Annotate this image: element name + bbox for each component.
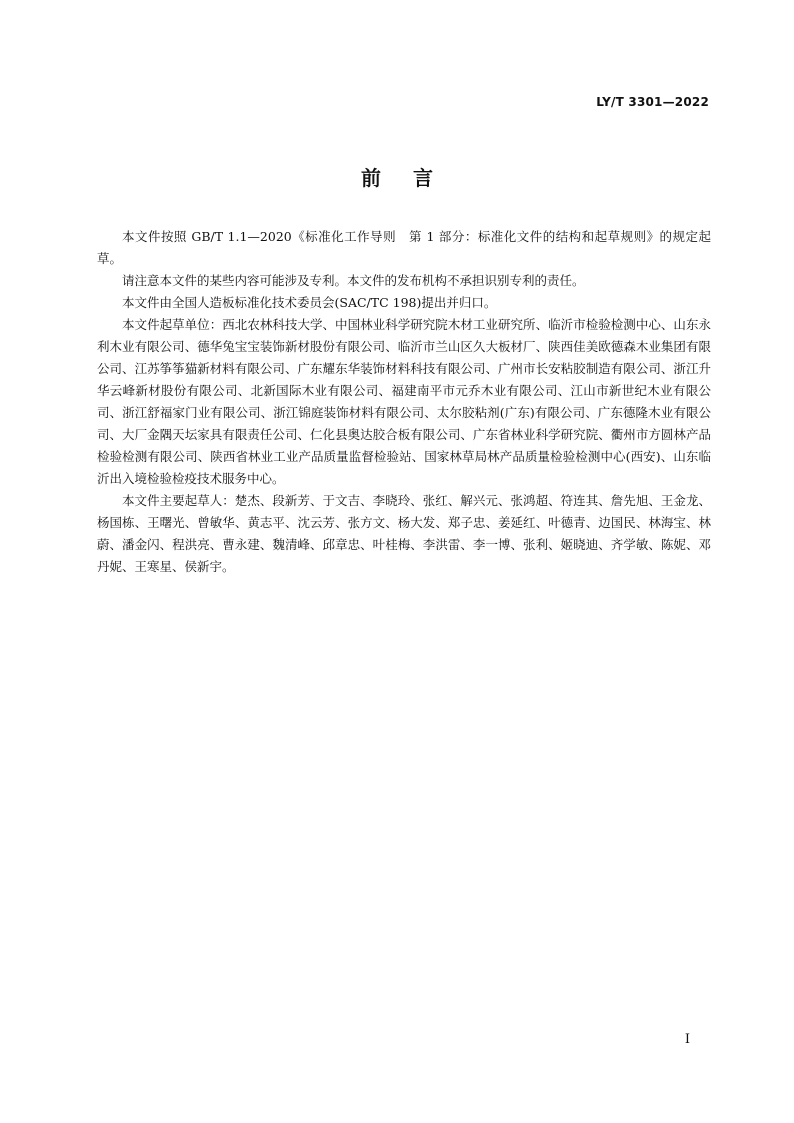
page-number: I (684, 1032, 690, 1047)
paragraph-drafting-units: 本文件起草单位：西北农林科技大学、中国林业科学研究院木材工业研究所、临沂市检验检测中心、山东永利木业有限公司、德华兔宝宝装饰新材股份有限公司、临沂市兰山区久大板材厂、陕西佳美欧德森木业集团有限公司、江苏筝筝猫新材料有限公司、广东耀东华装饰材料科技有限公司、广州市长安粘胶制造有限公司、浙江升华云峰新材股份有限公司、北新国际木业有限公司、福建南平市元乔木业有限公司、江山市新世纪木业有限公司、浙江舒福家门业有限公司、浙江锦庭装饰材料有限公司、太尔胶粘剂(广东)有限公司、广东德隆木业有限公司、大厂金隅天坛家具有限责任公司、仁化县奥达胶合板有限公司、广东省林业科学研究院、衢州市方圆林产品检验检测有限公司、陕西省林业工业产品质量监督检验站、国家林草局林产品质量检验检测中心(西安)、山东临沂出入境检验检疫技术服务中心。 (97, 317, 711, 486)
paragraph-drafters: 本文件主要起草人：楚杰、段新芳、于文吉、李晓玲、张红、解兴元、张鸿超、符连其、詹先旭、王金龙、杨国栋、王曙光、曾敏华、黄志平、沈云芳、张方文、杨大发、郑子忠、姜延红、叶德青、边国民、林海宝、林蔚、潘金闪、程洪亮、曹永建、魏清峰、邱章忠、叶桂梅、李洪雷、李一博、张利、姬晓迪、齐学敏、陈妮、邓丹妮、王寒星、侯新宇。 (97, 493, 711, 574)
paragraph-drafting-rules: 本文件按照 GB/T 1.1—2020《标准化工作导则 第 1 部分：标准化文件的结构和起草规则》的规定起草。 (97, 229, 711, 266)
paragraph-patent-notice: 请注意本文件的某些内容可能涉及专利。本文件的发布机构不承担识别专利的责任。 (122, 273, 585, 288)
foreword-body (97, 226, 711, 578)
page-title: 前言 (361, 166, 465, 190)
paragraph-proposer: 本文件由全国人造板标准化技术委员会(SAC/TC 198)提出并归口。 (122, 295, 497, 310)
standard-number: LY/T 3301—2022 (596, 95, 709, 109)
